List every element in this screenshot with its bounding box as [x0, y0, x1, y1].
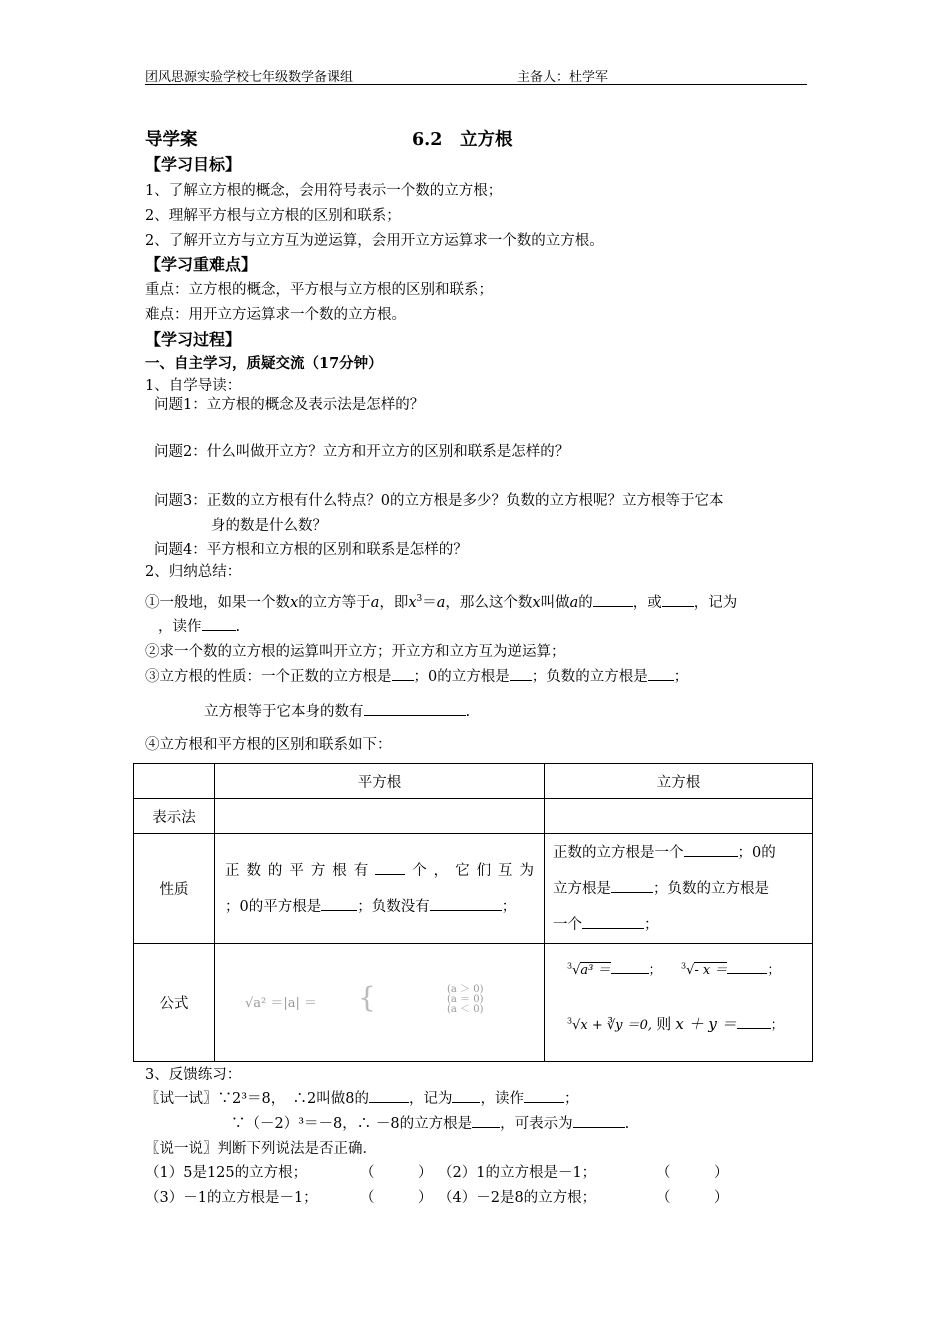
- summary-3-cont: 立方根等于它本身的数有 .: [204, 700, 470, 721]
- table-header-cube-root: 立方根: [545, 764, 813, 799]
- header-author: 主备人：杜学军: [517, 70, 609, 85]
- cell-square-notation[interactable]: [215, 799, 545, 834]
- try-it-line-1: 〖试一试〗∵2³＝8， ∴2叫做8的 ，记为 ，读作 ；: [145, 1087, 578, 1108]
- summary-1: ①一般地，如果一个数x的立方等于a，即$x^3=a$，那么这个数x叫做a的 ，或 ，记为: [145, 591, 737, 612]
- goals-heading: 【学习目标】: [145, 155, 242, 174]
- doc-type-title: 导学案: [145, 130, 198, 150]
- question-3-cont: 身的数是什么数？: [211, 518, 327, 534]
- fill-blank[interactable]: [321, 896, 357, 911]
- fill-blank[interactable]: [472, 1113, 500, 1128]
- fill-blank[interactable]: [582, 914, 644, 929]
- judge-item-4: （4）－2是8的立方根；: [438, 1190, 597, 1206]
- goal-item: 2、了解开立方与立方互为逆运算，会用开立方运算求一个数的立方根。: [145, 233, 604, 249]
- judge-item-2: （2）1的立方根是－1；: [438, 1165, 597, 1181]
- subsection-label: 1、自学导读：: [145, 378, 242, 394]
- row-label-properties: 性质: [134, 834, 215, 944]
- judge-item-1: （1）5是125的立方根；: [145, 1165, 308, 1181]
- fill-blank[interactable]: [573, 1113, 625, 1128]
- feedback-heading: 3、反馈练习：: [145, 1067, 242, 1083]
- fill-blank[interactable]: [202, 616, 236, 631]
- header-school: 团风思源实验学校七年级数学备课组: [145, 70, 354, 85]
- fill-blank[interactable]: [524, 1088, 564, 1103]
- fill-blank[interactable]: [684, 842, 738, 857]
- formula-cases: (a ＞ 0) (a ＝ 0) (a ＜ 0): [447, 983, 484, 1015]
- key-points-heading: 【学习重难点】: [145, 255, 258, 274]
- fill-blank[interactable]: [392, 666, 414, 681]
- fill-blank[interactable]: [364, 701, 466, 716]
- summary-3: ③立方根的性质：一个正数的立方根是 ；0的立方根是 ；负数的立方根是 ；: [145, 665, 688, 686]
- try-it-line-2: ∵（－2）³＝－8，∴ －8的立方根是 ，可表示为 .: [231, 1112, 629, 1133]
- key-point-item: 重点：立方根的概念，平方根与立方根的区别和联系；: [145, 282, 493, 298]
- fill-blank[interactable]: [727, 959, 767, 974]
- lesson-title: 6.2 立方根: [412, 130, 513, 150]
- say-it-line: 〖说一说〗判断下列说法是否正确．: [145, 1141, 377, 1157]
- cell-cube-notation[interactable]: [545, 799, 813, 834]
- fill-blank[interactable]: [430, 896, 502, 911]
- summary-4: ④立方根和平方根的区别和联系如下：: [145, 737, 392, 753]
- fill-blank[interactable]: [510, 666, 532, 681]
- question-2: 问题2：什么叫做开立方？立方和开立方的区别和联系是怎样的？: [154, 444, 570, 460]
- key-point-item: 难点：用开立方运算求一个数的立方根。: [145, 307, 406, 323]
- judge-item-3: （3）－1的立方根是－1；: [145, 1190, 318, 1206]
- fill-blank[interactable]: [452, 1088, 480, 1103]
- table-header-square-root: 平方根: [215, 764, 545, 799]
- judge-paren-1[interactable]: （ ）: [360, 1165, 433, 1181]
- cell-square-formula: [215, 944, 545, 1062]
- cube-formula-3: $^3$√x + ∛y ＝0, 则 x ＋ y ＝ ；: [567, 1014, 784, 1033]
- question-1: 问题1：立方根的概念及表示法是怎样的？: [154, 397, 425, 413]
- cell-square-properties: 正数的平方根有 个，它们互为 ；0的平方根是 ；负数没有 ；: [215, 834, 545, 944]
- fill-blank[interactable]: [611, 959, 649, 974]
- cube-formula-1: $^3$√a³ ＝ ；: [567, 959, 662, 978]
- subsection-label: 2、归纳总结：: [145, 564, 242, 580]
- fill-blank[interactable]: [593, 592, 633, 607]
- fill-blank[interactable]: [662, 592, 694, 607]
- cell-cube-formula: [545, 944, 813, 1062]
- judge-paren-2[interactable]: （ ）: [656, 1165, 729, 1181]
- header-rule: [145, 84, 807, 85]
- goal-item: 1、了解立方根的概念，会用符号表示一个数的立方根；: [145, 183, 503, 199]
- row-label-notation: 表示法: [134, 799, 215, 834]
- square-root-formula: √a² ＝|a| ＝: [245, 995, 318, 1011]
- fill-blank[interactable]: [369, 1088, 409, 1103]
- fill-blank[interactable]: [737, 1014, 771, 1029]
- question-3: 问题3：正数的立方根有什么特点？0的立方根是多少？负数的立方根呢？立方根等于它本: [154, 493, 724, 509]
- fill-blank[interactable]: [648, 666, 674, 681]
- judge-paren-3[interactable]: （ ）: [360, 1190, 433, 1206]
- process-heading: 【学习过程】: [145, 330, 242, 349]
- table-corner: [134, 764, 215, 799]
- fill-blank[interactable]: [611, 878, 653, 893]
- fill-blank[interactable]: [375, 860, 405, 875]
- judge-paren-4[interactable]: （ ）: [656, 1190, 729, 1206]
- brace-icon: {: [358, 980, 376, 1014]
- cell-cube-properties: 正数的立方根是一个 ；0的 立方根是 ；负数的立方根是 一个 ；: [545, 834, 813, 944]
- section-heading: 一、自主学习，质疑交流（17分钟）: [145, 355, 383, 372]
- row-label-formula: 公式: [134, 944, 215, 1062]
- cube-formula-2: $^3$√- x ＝ ；: [681, 959, 780, 978]
- goal-item: 2、理解平方根与立方根的区别和联系；: [145, 208, 401, 224]
- summary-1-cont: ，读作 .: [158, 615, 240, 636]
- comparison-table: [133, 763, 813, 1062]
- summary-2: ②求一个数的立方根的运算叫开立方；开立方和立方互为逆运算；: [145, 644, 566, 660]
- question-4: 问题4：平方根和立方根的区别和联系是怎样的？: [154, 542, 468, 558]
